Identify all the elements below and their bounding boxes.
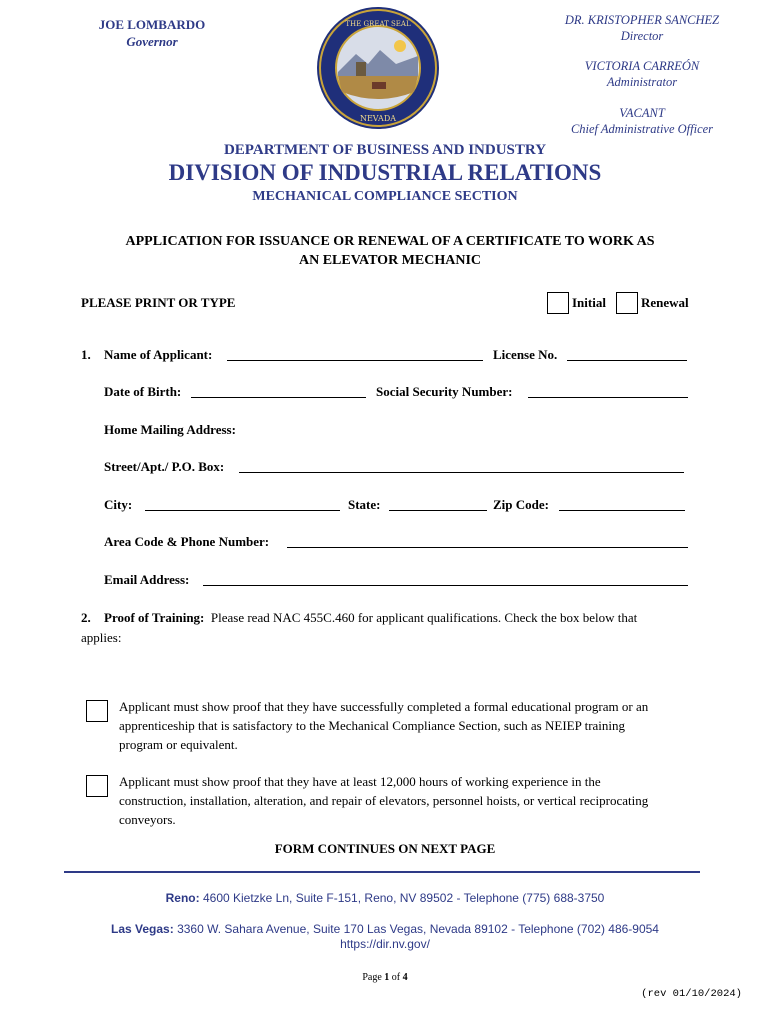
page-prefix: Page xyxy=(362,972,382,983)
cao-name: VACANT xyxy=(619,106,665,120)
dob-label: Date of Birth: xyxy=(104,384,182,399)
footer-rule xyxy=(64,871,700,873)
las-vegas-text: 3360 W. Sahara Avenue, Suite 170 Las Vegas, Nevada 89102 - Telephone (702) 486-9054 xyxy=(177,922,659,936)
administrator-name: VICTORIA CARREÓN xyxy=(584,59,700,73)
initial-checkbox[interactable] xyxy=(547,292,569,314)
state-field[interactable] xyxy=(389,510,487,511)
option2-checkbox[interactable] xyxy=(86,775,108,797)
renewal-label: Renewal xyxy=(641,295,689,310)
home-address-label: Home Mailing Address: xyxy=(104,422,236,437)
option1-line1: Applicant must show proof that they have successfully completed a formal educational program or an xyxy=(119,699,649,714)
license-label: License No. xyxy=(493,347,558,362)
state-label: State: xyxy=(348,497,381,512)
item1-number: 1. xyxy=(81,347,91,362)
reno-text: 4600 Kietzke Ln, Suite F-151, Reno, NV 89502 - Telephone (775) 688-3750 xyxy=(202,891,605,905)
renewal-checkbox[interactable] xyxy=(616,292,638,314)
svg-text:THE GREAT SEAL: THE GREAT SEAL xyxy=(345,20,411,28)
administrator-title: Administrator xyxy=(606,75,678,89)
form-title-line2: AN ELEVATOR MECHANIC xyxy=(298,253,482,268)
director-block xyxy=(552,12,732,44)
option1-checkbox[interactable] xyxy=(86,700,108,722)
initial-label: Initial xyxy=(572,295,606,310)
applicant-name-field[interactable] xyxy=(227,360,483,361)
training-text: Please read NAC 455C.460 for applicant qualifications. Check the box below that xyxy=(210,610,638,625)
page-of: of xyxy=(391,972,401,983)
option2-line3: conveyors. xyxy=(119,812,176,827)
phone-field[interactable] xyxy=(287,547,688,548)
ssn-label: Social Security Number: xyxy=(376,384,513,399)
license-number-field[interactable] xyxy=(567,360,687,361)
option1-line3: program or equivalent. xyxy=(119,737,238,752)
las-vegas-label: Las Vegas: xyxy=(111,922,174,936)
applicant-name-label: Name of Applicant: xyxy=(104,347,213,362)
cao-title: Chief Administrative Officer xyxy=(570,122,714,136)
form-title-line1: APPLICATION FOR ISSUANCE OR RENEWAL OF A CERTIFICATE TO WORK AS xyxy=(125,234,655,249)
training-label: Proof of Training: xyxy=(104,610,205,625)
cao-block xyxy=(552,105,732,137)
department-name: DEPARTMENT OF BUSINESS AND INDUSTRY xyxy=(223,142,547,158)
page-number xyxy=(0,972,770,983)
ssn-field[interactable] xyxy=(528,397,688,398)
option2-line2: construction, installation, alteration, and repair of elevators, personnel hoists, or vertical reciprocating xyxy=(119,793,649,808)
section-name: MECHANICAL COMPLIANCE SECTION xyxy=(252,189,518,204)
email-label: Email Address: xyxy=(104,572,190,587)
website-link[interactable]: https://dir.nv.gov/ xyxy=(340,937,430,951)
page-current: 1 xyxy=(384,972,390,983)
option1-line2: apprenticeship that is satisfactory to the Mechanical Compliance Section, such as NEIEP training xyxy=(119,718,626,733)
governor-name: JOE LOMBARDO xyxy=(98,17,206,32)
governor-title: Governor xyxy=(126,34,178,49)
training-text-2: applies: xyxy=(81,630,122,645)
zip-label: Zip Code: xyxy=(493,497,549,512)
city-label: City: xyxy=(104,497,133,512)
form-title xyxy=(80,232,700,270)
page-total: 4 xyxy=(402,972,408,983)
director-title: Director xyxy=(620,29,664,43)
governor-block xyxy=(92,16,212,50)
option1-text xyxy=(119,697,719,754)
dob-field[interactable] xyxy=(191,397,366,398)
training-paragraph xyxy=(104,608,704,627)
svg-text:NEVADA: NEVADA xyxy=(359,114,397,123)
zip-field[interactable] xyxy=(559,510,685,511)
phone-label: Area Code & Phone Number: xyxy=(104,534,270,549)
las-vegas-address xyxy=(0,922,770,936)
street-field[interactable] xyxy=(239,472,684,473)
revision-date: (rev 01/10/2024) xyxy=(641,988,742,1000)
email-field[interactable] xyxy=(203,585,688,586)
item2-number: 2. xyxy=(81,610,91,625)
form-continues-note: FORM CONTINUES ON NEXT PAGE xyxy=(274,841,496,856)
reno-address xyxy=(0,891,770,905)
print-note: PLEASE PRINT OR TYPE xyxy=(81,295,236,310)
option2-line1: Applicant must show proof that they have at least 12,000 hours of working experience in the xyxy=(119,774,601,789)
city-field[interactable] xyxy=(145,510,340,511)
option2-text xyxy=(119,772,719,829)
division-name: DIVISION OF INDUSTRIAL RELATIONS xyxy=(168,160,602,185)
reno-label: Reno: xyxy=(165,891,200,905)
street-label: Street/Apt./ P.O. Box: xyxy=(104,459,225,474)
director-name: DR. KRISTOPHER SANCHEZ xyxy=(564,13,720,27)
administrator-block xyxy=(552,58,732,90)
nevada-state-seal xyxy=(316,6,440,130)
